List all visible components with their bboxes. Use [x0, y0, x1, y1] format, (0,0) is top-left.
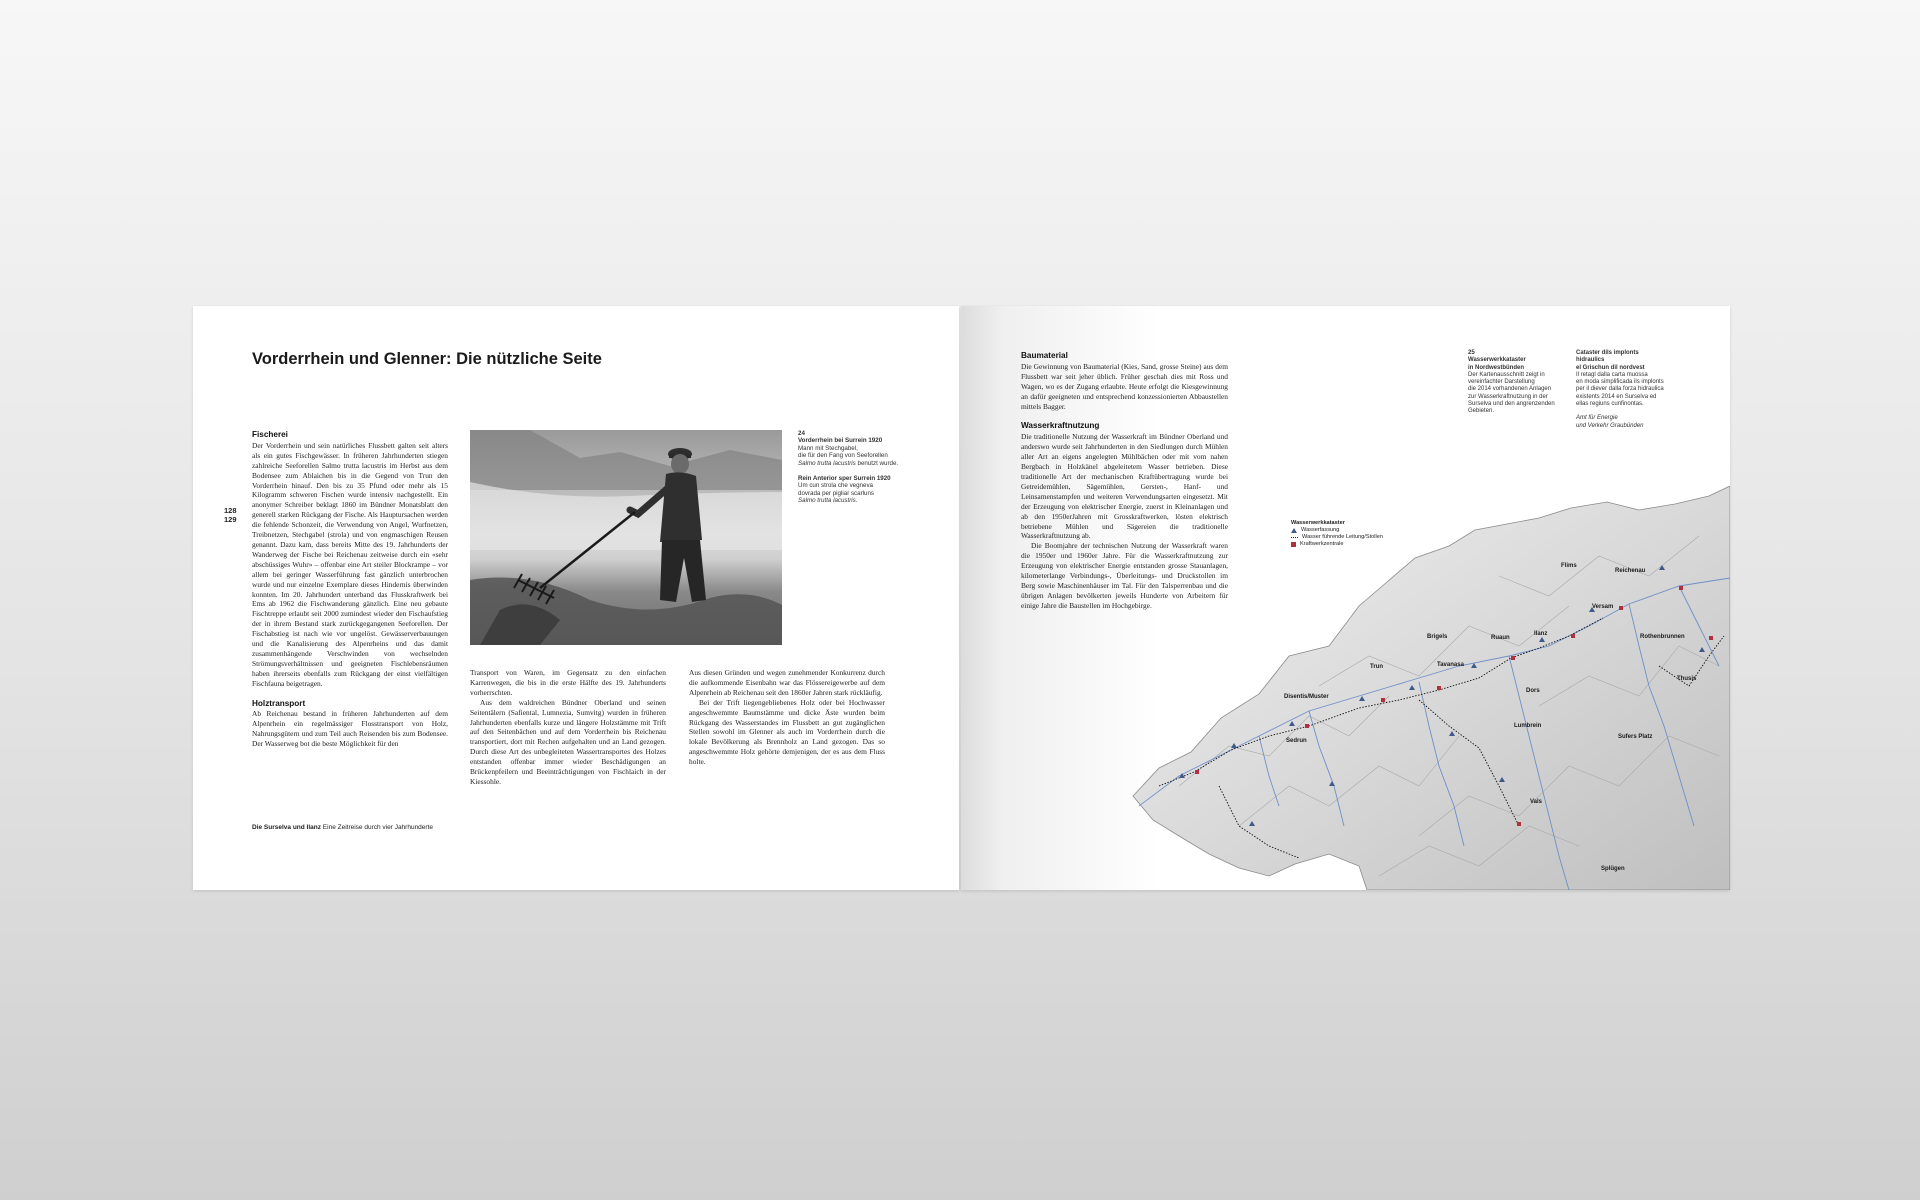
conduit-icon [1291, 537, 1298, 538]
place-label: Flims [1561, 563, 1577, 569]
power-plant-icon [1291, 542, 1296, 547]
map-caption-rm-line: en moda simplificada ils implonts [1576, 379, 1664, 386]
legend-row [1291, 541, 1383, 548]
place-label: Trun [1370, 664, 1383, 670]
caption-line: die für den Fang von Seeforellen [798, 452, 888, 460]
caption-title-de: Vorderrhein bei Surrein 1920 [798, 437, 883, 445]
place-label: Ilanz [1534, 631, 1548, 637]
map-caption-line: zur Wasserkraftnutzung in der [1468, 393, 1548, 400]
caption-line: Mann mit Stechgabel, [798, 444, 858, 452]
heading-holztransport: Holztransport [252, 698, 306, 708]
heading-fischerei: Fischerei [252, 430, 288, 439]
heading-wasserkraftnutzung: Wasserkraftnutzung [1021, 421, 1100, 431]
place-label: Rothenbrunnen [1640, 634, 1685, 640]
text-column-1 [252, 430, 448, 749]
map-source-2: und Verkehr Graubünden [1576, 422, 1644, 429]
paragraph: Transport von Waren, im Gegensatz zu den einfachen Karrenwegen, die bis in die erste Hälfte des 19. Jahrhunderts vorherrschten. [470, 668, 666, 697]
caption-species: Salmo trutta lacustris [798, 459, 856, 467]
running-footer [252, 824, 433, 831]
map-caption-rm-line: per il diever dalla forza hidraulica [1576, 386, 1664, 393]
place-label: Sedrun [1286, 738, 1307, 744]
legend-intake: Wasserfassung [1301, 527, 1340, 533]
caption-line [798, 497, 908, 504]
legend-conduit: Wasser führende Leitung/Stollen [1302, 534, 1383, 540]
map-caption-rm [1576, 350, 1668, 430]
paragraph: Aus dem waldreichen Bündner Oberland und seinen Seitentälern (Safiental, Lumnezia, Sumvitg) wurden in früheren Jahrhunderten ebenfalls kurze und längere Holzstämme mit Trift auf den Seitenbächen und auf dem Vorderrhein bis Reichenau transportiert, dort mit Rechen aufgehalten und an Land gezogen. Durch diese Art des unbegleiteten Wassertransportes des Holzes entstanden offenbar immer wieder Beschädigungen an Brückenpfeilern und Beeinträchtigungen von Fischlaich in der Kiessohle. [470, 697, 666, 786]
place-label: Sufers Platz [1618, 734, 1653, 740]
map-caption-number: 25 [1468, 350, 1475, 356]
photo-illustration [470, 430, 782, 645]
paragraph-holztransport: Ab Reichenau bestand in früheren Jahrhunderten auf dem Alpenrhein ein regelmässiger Flosstransport von Holz, Nahrungsgütern und zum Teil auch Reisenden bis zum Bodensee. Der Wasserweg bot die beste Möglichkeit für den [252, 709, 448, 749]
place-label: Reichenau [1615, 568, 1646, 574]
place-label: Disentis/Muster [1284, 694, 1329, 700]
map-caption-line: die 2014 vorhandenen Anlagen [1468, 386, 1552, 393]
place-label: Vals [1530, 799, 1543, 805]
place-label: Tavanasa [1437, 662, 1464, 668]
text-column-3 [689, 668, 885, 767]
map-caption-line: vereinfachter Darstellung [1468, 379, 1535, 386]
caption-title-rm: Rein Anterior sper Surrein 1920 [798, 475, 891, 483]
place-label: Thusis [1677, 676, 1697, 682]
legend-row [1291, 527, 1383, 534]
map-caption-line: Gebieten. [1468, 408, 1495, 415]
map-caption-rm-title: Cataster dils implonts hidraulics [1576, 350, 1639, 364]
map-caption-rm-title-2: el Grischun dil nordvest [1576, 364, 1645, 371]
map-caption-title-2: in Nordwestbünden [1468, 364, 1524, 371]
caption-species-rm: Salmo trutta lacustris. [798, 497, 858, 505]
heading-baumaterial: Baumaterial [1021, 351, 1068, 360]
legend-title: Wasserwerkkataster [1291, 520, 1345, 526]
map-caption-rm-line: existents 2014 en Surselva ed [1576, 393, 1657, 400]
book-spread [193, 306, 1730, 890]
map-caption-rm-line: Il retagl dalla carta muossa [1576, 371, 1648, 378]
paragraph-fischerei: Der Vorderrhein und sein natürliches Flussbett galten seit alters als ein gutes Fischgewässer. In früheren Jahrhunderten stiegen zahlreiche Seeforellen Salmo trutta lacustris im Herbst aus dem Bodensee zum Ablaichen bis in die Gegend von Trun den Vorderrhein hinauf. Den bis zu 35 Pfund oder mehr als 15 Kilogramm schweren Fischen wurde intensiv nachgestellt. Ein anonymer Schreiber beklagt 1860 im Bündner Monatsblatt den generell starken Rückgang der Fische. Als Hauptursachen werden die fehlende Schonzeit, die Verwendung von Angel, Wurfnetzen, Treibnetzen, Stechgabel (strola) und von engmaschigen Reusen genannt. Dazu kam, dass bereits Mitte des 19. Jahrhunderts der Wanderweg der Fische bei Reichenau zeitweise durch ein «sehr abschüssiges Wuhr» – offenbar eine Art steiler Blockrampe – vor allem bei geringer Wasserführung fast gänzlich unterbrochen wurde und nur einzelne Exemplare dieses Hindernis überwinden konnten. Im 20. Jahrhundert unterband das Flusskraftwerk bei Ems ab 1962 die Fischwanderung gänzlich. Eine neu gebaute Fischtreppe erlaubt seit 2000 zumindest wieder den Fischaufstieg der in ihrem Bestand stark zurückgegangenen Seeforellen. Der Fischabstieg ist nach wie vor ungelöst. Gewässerverbauungen und die Kanalisierung des Alpenrheins und das damit zusammenhängende Verschwinden von wechselnden Strömungsverhältnissen und geeigneten Fischlebensräumen haben ihrerseits ebenfalls zum Rückgang der einst vielfältigen Fischfauna beigetragen. [252, 440, 448, 688]
map-caption-title: Wasserwerkkataster [1468, 357, 1526, 364]
map-source: Amt für Energie [1576, 415, 1618, 422]
paragraph-baumaterial: Die Gewinnung von Baumaterial (Kies, Sand, grosse Steine) aus dem Flussbett war seit jeher üblich. Früher geschah dies mit Ross und Wagen, wo es der Zugang erlaubte. Heute erfolgt die Kiesgewinnung an dafür geeigneten und entsprechend konzessionierten Abbaustellen mittels Bagger. [1021, 361, 1228, 411]
map-terrain [1133, 486, 1730, 890]
map-caption-gap [1576, 408, 1668, 415]
paragraph-wasserkraft-2: Die Boomjahre der technischen Nutzung der Wasserkraft waren die 1950er und 1960er Jahre. Für die Wasserkraftnutzung zur Erzeugung von elektrischer Energie entstanden grosse Stauanlagen, kilometerlange Verbindungs-, Überleitungs- und Druckstollen im Berg sowie Maschinenhäuser im Tal. Für den Talsperrenbau und die übrigen Anlagen bevölkerten jeweils Hunderte von Arbeitern für einige Jahre die Baustellen im Hochgebirge. [1021, 541, 1228, 610]
caption-line-end: benutzt wurde. [857, 459, 899, 467]
page-title: Vorderrhein und Glenner: Die nützliche Seite [252, 350, 602, 368]
place-label: Versam [1592, 604, 1614, 610]
legend-plant: Kraftwerkzentrale [1300, 541, 1344, 547]
caption-line: Um cun strola che vegneva [798, 482, 873, 490]
map-caption-line: Surselva und den angrenzenden [1468, 401, 1555, 408]
caption-line: dovrada per pigliar scarluns [798, 489, 875, 497]
caption-line [798, 460, 908, 467]
map-caption-line: Der Kartenausschnitt zeigt in [1468, 371, 1545, 378]
page-numbers [224, 506, 237, 524]
page-number-right: 129 [224, 515, 237, 524]
caption-gap [798, 467, 908, 475]
paragraph-wasserkraft: Die traditionelle Nutzung der Wasserkraft im Bündner Oberland und anderswo wurde seit Jahrhunderten in den Siedlungen durch Mühlen aller Art an eigens angelegten Mühlbächen oder mit vom nahen Bergbach in Holzkänel abgeleitetem Wasser betrieben. Diese traditionelle Art der mechanischen Kraftübertragung wurde bei Getreidemühlen, Sägemühlen, Gersten-, Hanf- und Leinsamenstampfen und weiteren Verwendungsarten eingesetzt. Mit der Erzeugung von elektrischer Energie, zuerst in Kleinanlagen und ab den 1950erJahren mit Grosskraftwerken, lösten elektrisch betriebene Mühlen und Sägereien die traditionelle Wasserkraftnutzung ab. [1021, 432, 1228, 541]
historic-photo [470, 430, 782, 645]
text-column-2 [470, 668, 666, 787]
photo-caption [798, 430, 908, 505]
paragraph: Bei der Trift liegengebliebenes Holz oder bei Hochwasser angeschwemmte Baumstämme und dicke Äste wurden beim Rückgang des Wasserstandes im Flussbett an gut zugänglichen Stellen sowohl im Glenner als auch im Vorderrhein durch die lokale Bevölkerung als Brennholz an Land gezogen. Das so angeschwemmte Holz gehörte demjenigen, der es aus dem Fluss holte. [689, 697, 885, 767]
map-caption-de [1468, 350, 1560, 416]
place-label: Brigels [1427, 634, 1448, 640]
relief-map [1119, 486, 1730, 890]
paragraph: Aus diesen Gründen und wegen zunehmender Konkurrenz durch die aufkommende Eisenbahn war das Flössereigewerbe auf dem Alpenrhein ab Reichenau seit den 1860er Jahren stark rückläufig. [689, 668, 885, 697]
footer-subtitle: Eine Zeitreise durch vier Jahrhunderte [321, 824, 434, 831]
page-number-left: 128 [224, 506, 237, 515]
left-page [193, 306, 959, 890]
caption-number: 24 [798, 430, 805, 437]
legend-row [1291, 534, 1383, 541]
place-label: Ruaun [1491, 635, 1510, 641]
place-label: Lumbrein [1514, 723, 1542, 729]
map-legend [1291, 520, 1383, 548]
place-label: Dors [1526, 688, 1540, 694]
place-label: Splügen [1601, 866, 1625, 872]
map-caption-rm-line: ellas regiuns cunfinontas. [1576, 401, 1644, 408]
footer-title: Die Surselva und Ilanz [252, 824, 321, 831]
intake-icon [1291, 528, 1297, 533]
right-page [961, 306, 1730, 890]
